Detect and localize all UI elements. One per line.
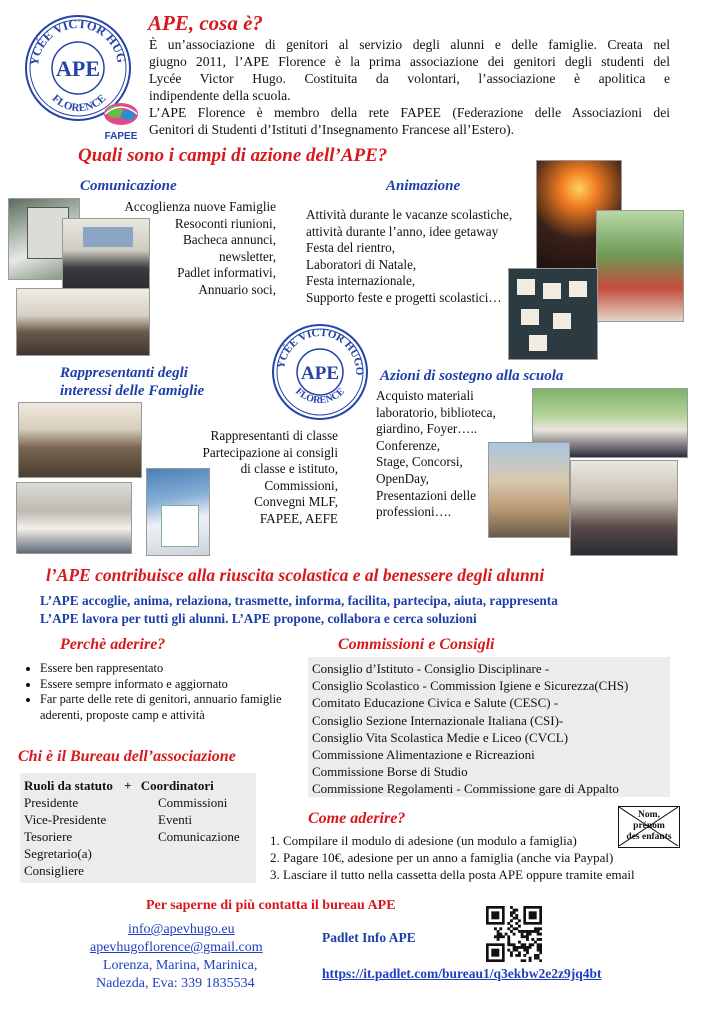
azioni-item: Conferenze,: [376, 437, 441, 453]
come-steps: [270, 832, 690, 884]
slogan-headline: l’APE contribuisce alla riuscita scolastica e al benessere degli alunni: [46, 565, 545, 585]
perche-bullets: [22, 661, 298, 723]
intro-line: giugno 2011, l’APE Florence è la prima associazione dei genitori degli studenti del: [149, 54, 670, 69]
commissioni-item: Consiglio Scolastico - Commission Igiene e Sicurezza(CHS): [312, 678, 629, 694]
contact-title: Per saperne di più contatta il bureau APE: [146, 898, 396, 913]
animazione-item: Attività durante le vacanze scolastiche,: [306, 207, 513, 222]
photo-round-table: [16, 482, 132, 554]
slogan-line-2: L’APE lavora per tutti gli alunni. L’APE propone, collabora e cerca soluzioni: [40, 611, 477, 626]
bureau-role: Vice-Presidente: [24, 812, 107, 827]
azioni-item: Acquisto materiali: [376, 388, 474, 403]
photo-school-building: [488, 442, 570, 538]
nom-stamp-line: Nom,: [638, 810, 660, 820]
intro-line: È un’associazione di genitori al servizio degli alunni e delle famiglie. Creata nel: [149, 37, 670, 52]
perche-item: • Far parte delle rete di genitori, annuario famiglie aderenti, proposte camp e attività: [40, 692, 298, 723]
email-link-2[interactable]: apevhugoflorence@gmail.com: [90, 940, 263, 955]
azioni-item: laboratorio, biblioteca,: [376, 404, 496, 420]
campi-title: Quali sono i campi di azione dell’APE?: [78, 145, 388, 166]
come-step-text: Compilare il modulo di adesione (un modulo a famiglia): [283, 833, 577, 848]
nom-stamp-line: prénom: [633, 821, 665, 831]
bureau-coordinators: [158, 794, 240, 879]
stamp-center: APE: [301, 363, 339, 384]
azioni-title: Azioni di sostegno alla scuola: [380, 368, 564, 384]
ape-stamp-icon: [266, 320, 374, 422]
photo-costume-party: [596, 210, 684, 322]
bureau-role: Presidente: [24, 795, 79, 810]
comunicazione-item: Resoconti riunioni,: [174, 215, 276, 231]
fapee-globe-icon: [100, 98, 142, 128]
bureau-role: Tesoriere: [24, 829, 73, 844]
animazione-list: [306, 207, 528, 307]
comunicazione-item: Padlet informativi,: [177, 265, 276, 281]
intro-line: indipendente della scuola.: [149, 88, 291, 103]
logo-center: APE: [56, 56, 100, 81]
bureau-role: Segretario(a): [24, 846, 92, 861]
rappresentanti-title: [60, 364, 204, 400]
perche-title: Perchè aderire?: [60, 636, 166, 653]
azioni-item: giardino, Foyer…..: [376, 421, 478, 437]
comunicazione-item: Accoglienza nuove Famiglie: [124, 199, 276, 214]
logo-arc-bottom: FLORENCE: [49, 92, 109, 115]
animazione-item: Festa internazionale,: [306, 273, 416, 289]
intro-paragraph: [149, 36, 670, 138]
rappresentanti-item: Rappresentanti di classe: [210, 428, 338, 443]
fapee-label: FAPEE: [104, 131, 138, 142]
photo-sticky-notes: [508, 268, 598, 360]
bureau-table: [24, 777, 254, 879]
commissioni-item: Comitato Educazione Civica e Salute (CESC) -: [312, 695, 559, 711]
email-link-1[interactable]: info@apevhugo.eu: [128, 922, 235, 937]
azioni-item: Presentazioni delle: [376, 487, 476, 503]
commissioni-item: Commissione Alimentazione e Ricreazioni: [312, 747, 535, 763]
intro-line: Genitori di Studenti d’Istituti d’Insegnamento Francese all’Estero).: [149, 122, 515, 137]
comunicazione-title: Comunicazione: [80, 178, 177, 194]
azioni-list: [376, 388, 496, 521]
animazione-item: attività durante l’anno, idee getaway: [306, 223, 499, 239]
commissioni-list: [312, 660, 672, 798]
bureau-coordinator: Commissioni: [158, 795, 228, 810]
ape-center-stamp: [266, 320, 374, 422]
perche-list: [22, 661, 298, 723]
bureau-title: Chi è il Bureau dell’associazione: [18, 748, 236, 765]
padlet-label: Padlet Info APE: [322, 930, 416, 945]
bureau-role: Consigliere: [24, 863, 84, 878]
comunicazione-item: newsletter,: [219, 248, 276, 264]
intro-line: L’APE Florence è membro della rete FAPEE (Federazione delle Associazioni dei: [149, 105, 670, 120]
stamp-arc-bottom: FLORENCE: [293, 386, 347, 407]
rappresentanti-item: Partecipazione ai consigli: [202, 444, 338, 460]
commissioni-item: Consiglio Sezione Internazionale Italiana (CSI)-: [312, 712, 564, 728]
come-step-text: Lasciare il tutto nella cassetta della posta APE oppure tramite email: [283, 867, 635, 883]
commissioni-item: Consiglio d’Istituto - Consiglio Disciplinare -: [312, 661, 550, 676]
azioni-item: Stage, Concorsi,: [376, 454, 463, 470]
photo-meeting-people: [62, 218, 150, 290]
photo-classroom-meeting: [18, 402, 142, 478]
photo-meeting-room: [16, 288, 150, 356]
animazione-item: Supporto feste e progetti scolastici…: [306, 289, 502, 305]
photo-students-class: [570, 460, 678, 556]
come-step: [270, 849, 690, 866]
padlet-link[interactable]: https://it.padlet.com/bureau1/q3ekbw2e2z9jq4bt: [322, 966, 602, 981]
rappresentanti-title-line: interessi delle Famiglie: [60, 383, 205, 399]
rappresentanti-title-line: Rappresentanti degli: [60, 365, 188, 381]
rappresentanti-item: FAPEE, AEFE: [259, 510, 338, 526]
contact-names: Lorenza, Marina, Marinica,: [103, 958, 258, 973]
bureau-coordinator: Comunicazione: [158, 829, 240, 844]
slogan-line-1: L’APE accoglie, anima, relaziona, trasmette, informa, facilita, partecipa, aiuta, rappresenta: [40, 593, 558, 608]
come-step: [270, 832, 690, 849]
rappresentanti-item: Commissioni,: [264, 477, 338, 493]
bureau-col1-head: Ruoli da statuto: [24, 778, 113, 793]
come-step-number: 1.: [270, 833, 283, 848]
bureau-roles: [24, 794, 158, 879]
come-step: [270, 866, 690, 883]
come-step-text: Pagare 10€, adesione per un anno a famiglia (anche via Paypal): [283, 850, 614, 866]
nom-stamp-line: des enfants: [626, 832, 672, 842]
commissioni-item: Commissione Regolamenti - Commissione gare di Appalto: [312, 781, 619, 797]
come-step-number: 3.: [270, 867, 283, 883]
photo-badge: [146, 468, 210, 556]
commissioni-item: Commissione Borse di Studio: [312, 764, 468, 780]
rappresentanti-item: Convegni MLF,: [254, 494, 338, 510]
logo-arc-top: YCÉE VICTOR HUG: [26, 16, 129, 67]
bureau-col2-head: Coordinatori: [140, 778, 214, 793]
contact-names-phone: Nadezda, Eva: 339 1835534: [96, 976, 255, 991]
come-step-number: 2.: [270, 850, 283, 866]
intro-line: Lycée Victor Hugo. Costituita da volontari, l’associazione è apolitica e: [149, 71, 670, 86]
rappresentanti-item: di classe e istituto,: [240, 461, 338, 477]
animazione-item: Laboratori di Natale,: [306, 256, 417, 272]
svg-text:FLORENCE: [293, 386, 347, 406]
comunicazione-item: Bacheca annunci,: [183, 232, 276, 248]
come-title: Come aderire?: [308, 810, 406, 827]
qr-code-icon: [486, 906, 542, 962]
qr-code[interactable]: [486, 906, 542, 962]
perche-item: • Essere sempre informato e aggiornato: [40, 677, 298, 693]
comunicazione-item: Annuario soci,: [198, 281, 276, 297]
bureau-plus: +: [124, 778, 132, 793]
perche-item: • Essere ben rappresentato: [40, 661, 298, 677]
animazione-item: Festa del rientro,: [306, 240, 395, 256]
azioni-item: OpenDay,: [376, 470, 429, 486]
commissioni-title: Commissioni e Consigli: [338, 636, 495, 653]
stamp-arc-top: YCÉE VICTOR HUGO: [275, 326, 366, 376]
animazione-title: Animazione: [386, 178, 461, 194]
bureau-coordinator: Eventi: [158, 812, 192, 827]
azioni-item: professioni….: [376, 504, 452, 520]
fapee-logo: [100, 98, 142, 144]
commissioni-item: Consiglio Vita Scolastica Medie e Liceo (CVCL): [312, 729, 569, 745]
intro-title: APE, cosa è?: [148, 11, 263, 35]
